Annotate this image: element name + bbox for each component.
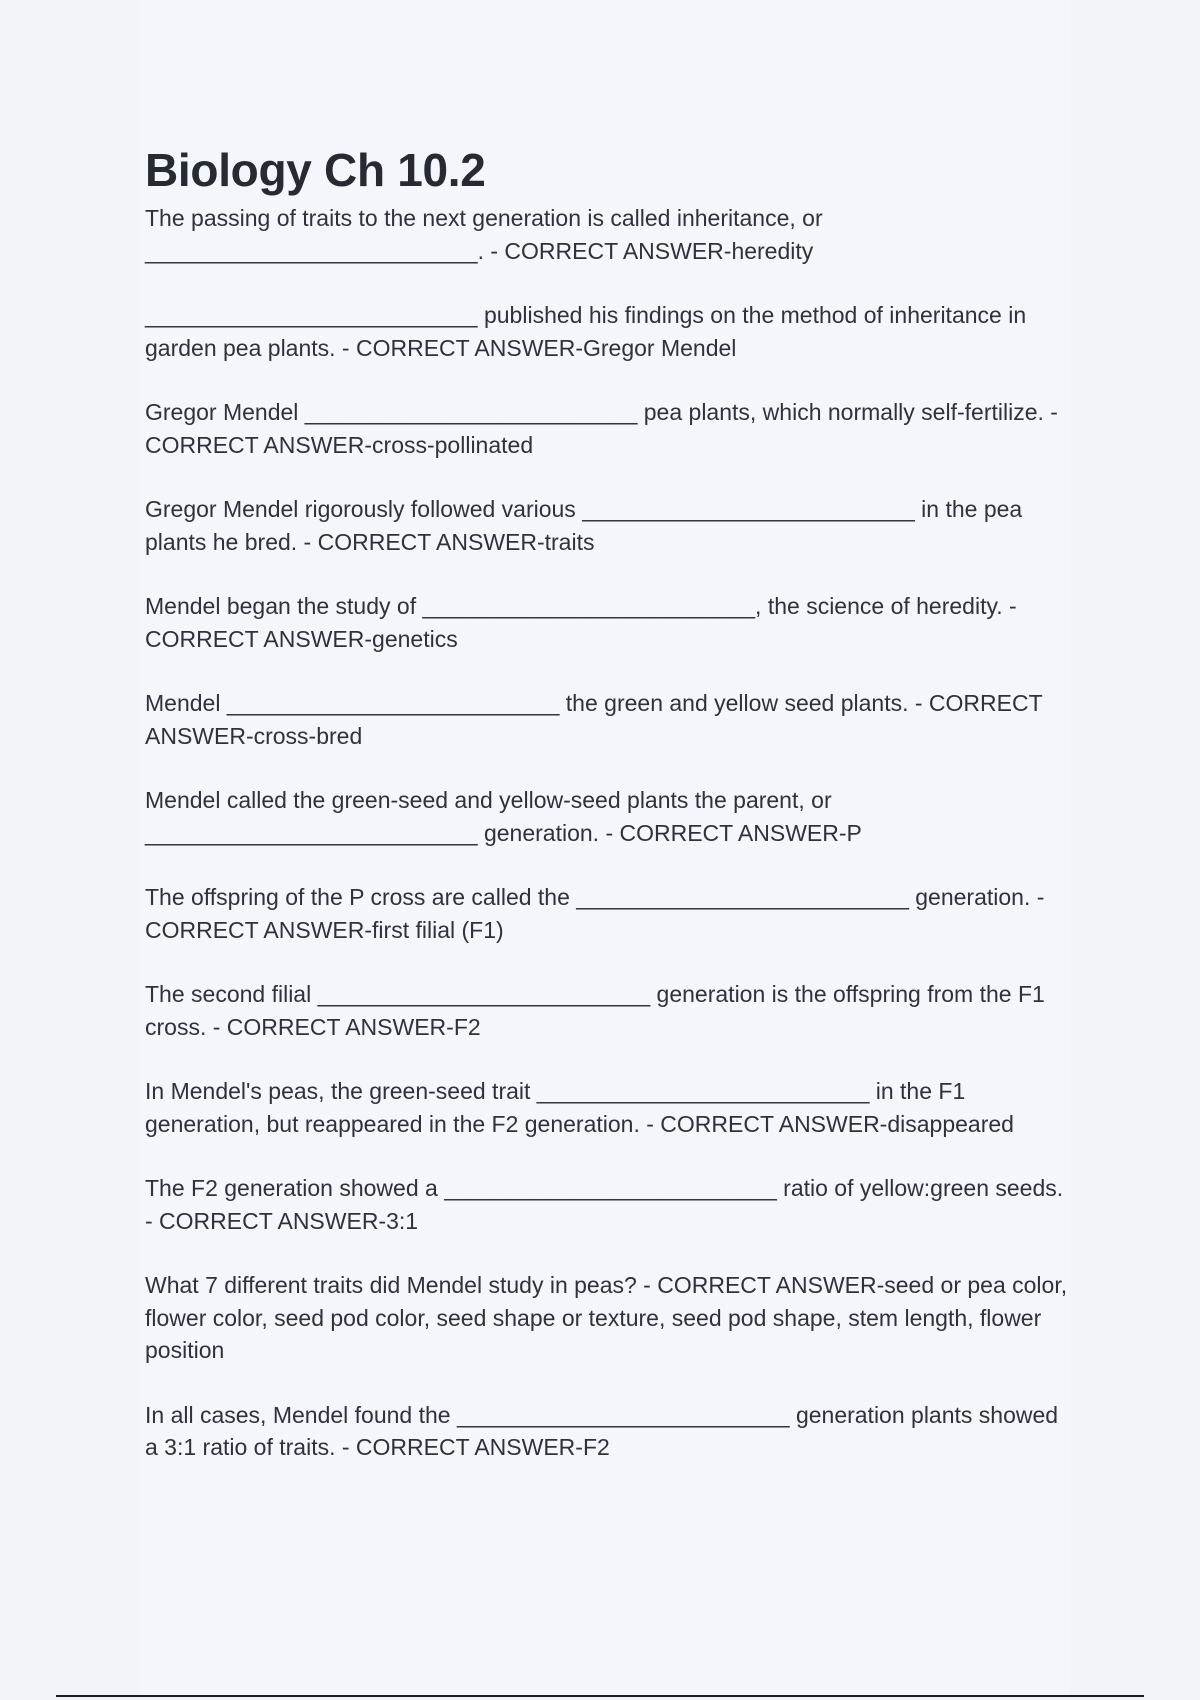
- qa-item: __________________________ published his findings on the method of inheritance in garden pea plants. - CORRECT ANSWER-Gregor Mendel: [145, 302, 1027, 361]
- qa-item: What 7 different traits did Mendel study in peas? - CORRECT ANSWER-seed or pea color, flower color, seed pod color, seed shape or texture, seed pod shape, stem length, flower position: [145, 1272, 1068, 1363]
- qa-item: Gregor Mendel rigorously followed various __________________________ in the pea plants he bred. - CORRECT ANSWER-traits: [145, 496, 1023, 555]
- page-title: Biology Ch 10.2: [145, 144, 486, 196]
- qa-item: In Mendel's peas, the green-seed trait __________________________ in the F1 generation, but reappeared in the F2 generation. - CORRECT ANSWER-disappeared: [145, 1078, 1014, 1137]
- qa-item: The offspring of the P cross are called the __________________________ generation. - CORRECT ANSWER-first filial (F1): [145, 884, 1045, 943]
- qa-item: Gregor Mendel __________________________ pea plants, which normally self-fertilize. - CORRECT ANSWER-cross-pollinated: [145, 399, 1058, 458]
- qa-item: Mendel called the green-seed and yellow-seed plants the parent, or __________________________ generation. - CORRECT ANSWER-P: [145, 787, 862, 846]
- qa-item: The second filial __________________________ generation is the offspring from the F1 cross. - CORRECT ANSWER-F2: [145, 981, 1045, 1040]
- qa-item: Mendel __________________________ the green and yellow seed plants. - CORRECT ANSWER-cross-bred: [145, 690, 1043, 749]
- page-bottom-divider: [56, 1695, 1144, 1697]
- qa-item: The passing of traits to the next generation is called inheritance, or __________________________. - CORRECT ANSWER-heredity: [145, 205, 823, 264]
- document-content: [145, 142, 1075, 1496]
- qa-item: Mendel began the study of __________________________, the science of heredity. - CORRECT ANSWER-genetics: [145, 593, 1017, 652]
- qa-item: In all cases, Mendel found the __________________________ generation plants showed a 3:1 ratio of traits. - CORRECT ANSWER-F2: [145, 1401, 1059, 1460]
- qa-item: The F2 generation showed a __________________________ ratio of yellow:green seeds. - CORRECT ANSWER-3:1: [145, 1175, 1064, 1234]
